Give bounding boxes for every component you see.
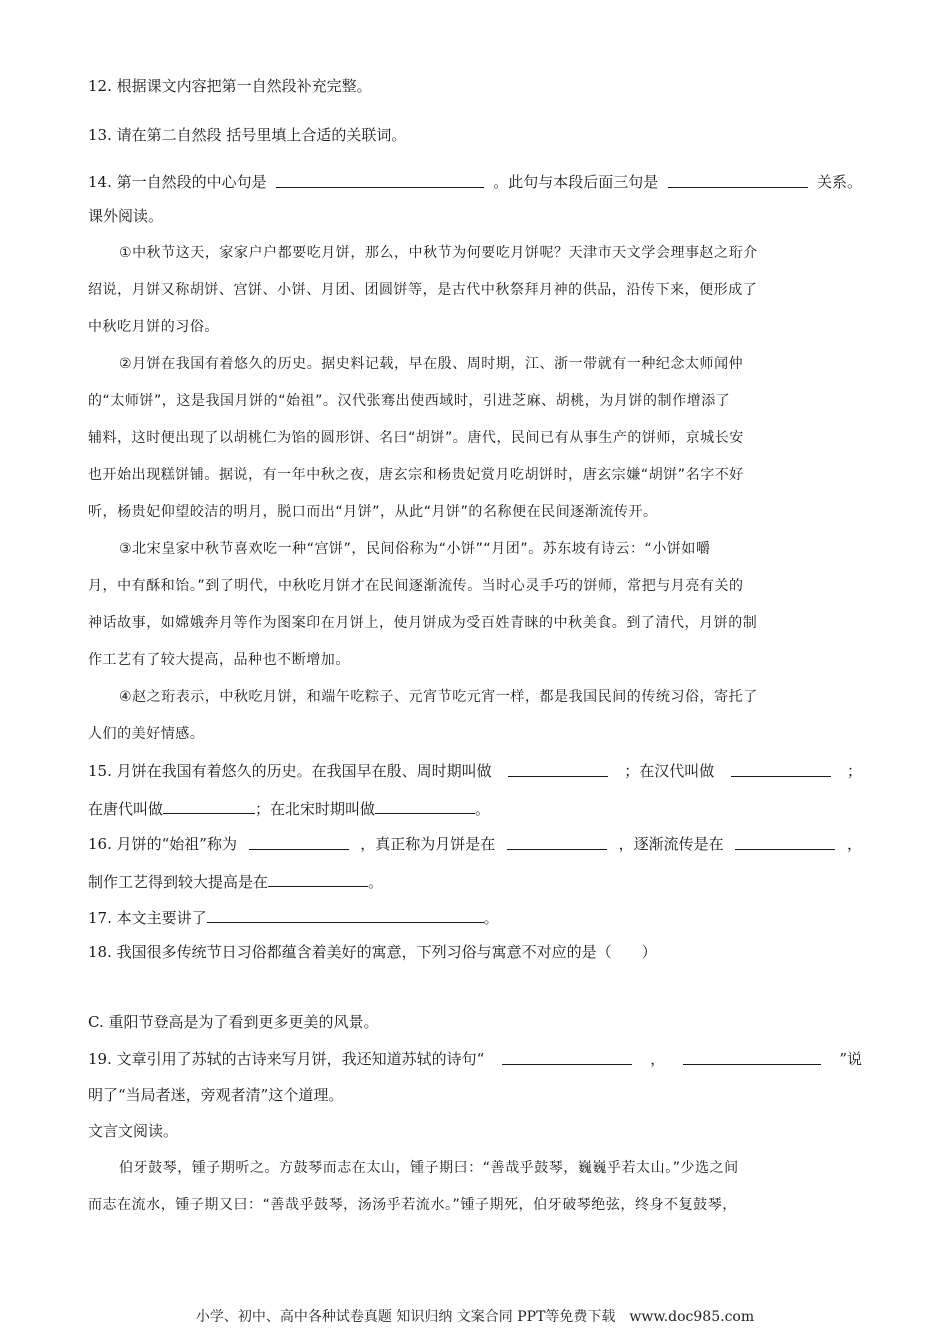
q17-text: 。 [483,909,499,927]
passage-p4-line: ④赵之珩表示，中秋吃月饼，和端午吃粽子、元宵节吃元宵一样，都是我国民间的传统习俗，寄托了 [119,689,758,705]
passage-p2-line: ②月饼在我国有着悠久的历史。据史料记载，早在殷、周时期，江、浙一带就有一种纪念太师闻仲 [119,356,744,372]
q14-suffix: 关系。 [816,173,862,191]
answer-blank[interactable] [731,761,831,777]
answer-blank[interactable] [668,172,808,188]
q16-text: 制作工艺得到较大提高是在 [88,873,269,891]
q16-text: ， [846,835,862,853]
question-13: 13. 请在第二自然段 括号里填上合适的关联词。 [88,126,407,144]
section-classical: 文言文阅读。 [88,1122,179,1140]
passage-p2-line: 的“太师饼”，这是我国月饼的“始祖”。汉代张骞出使西域时，引进芝麻、胡桃，为月饼的制作增添了 [88,393,731,409]
answer-blank[interactable] [276,172,484,188]
answer-blank[interactable] [507,834,607,850]
q16-text: ，逐渐流传是在 [618,835,724,853]
passage-p3-line: 月，中有酥和饴。”到了明代，中秋吃月饼才在民间逐渐流传。当时心灵手巧的饼师，常把与月亮有关的 [88,578,744,594]
section-outside-reading: 课外阅读。 [88,207,164,225]
classical-line: 而志在流水，锺子期又曰：“善哉乎鼓琴，汤汤乎若流水。”锺子期死，伯牙破琴绝弦，终身不复鼓琴， [88,1197,737,1213]
q15-text: 15. 月饼在我国有着悠久的历史。在我国早在殷、周时期叫做 [88,762,492,780]
question-19 [88,1049,862,1069]
answer-blank[interactable] [207,907,484,923]
passage-p3-line: 作工艺有了较大提高，品种也不断增加。 [88,652,350,668]
passage-p1-line: 中秋吃月饼的习俗。 [88,319,219,335]
q17-text: 17. 本文主要讲了 [88,909,207,927]
passage-p4-line: 人们的美好情感。 [88,726,205,742]
question-15-line2 [88,798,862,819]
question-15 [88,761,862,781]
q15-text: ；在北宋时期叫做 [255,800,376,818]
q15-text: ；在汉代叫做 [624,762,715,780]
passage-p3-line: 神话故事，如嫦娥奔月等作为图案印在月饼上，使月饼成为受百姓青睐的中秋美食。到了清代，月饼的制 [88,615,758,631]
passage-p3-line: ③北宋皇家中秋节喜欢吃一种“宫饼”，民间俗称为“小饼”“月团”。苏东坡有诗云：“小饼如嚼 [119,541,711,557]
question-17 [88,907,862,928]
answer-blank[interactable] [249,834,349,850]
answer-blank[interactable] [163,798,255,814]
answer-blank[interactable] [683,1049,821,1065]
q15-text: 。 [475,800,491,818]
question-19-line2: 明了“当局者迷，旁观者清”这个道理。 [88,1086,344,1104]
question-16 [88,834,862,854]
q15-text: ； [846,762,862,780]
q15-text: 在唐代叫做 [88,800,164,818]
q16-text: 。 [368,873,384,891]
question-16-line2 [88,871,862,892]
answer-blank[interactable] [508,761,608,777]
question-14 [88,172,862,192]
answer-blank[interactable] [375,798,475,814]
footer-url[interactable]: www.doc985.com [629,1309,755,1325]
passage-p1-line: 绍说，月饼又称胡饼、宫饼、小饼、月团、团圆饼等，是古代中秋祭拜月神的供品，沿传下来，便形成了 [88,282,758,298]
answer-blank[interactable] [735,834,835,850]
q16-text: 16. 月饼的“始祖”称为 [88,835,237,853]
question-18-stem: 18. 我国很多传统节日习俗都蕴含着美好的寓意，下列习俗与寓意不对应的是（ ） [88,943,657,961]
q14-prefix: 14. 第一自然段的中心句是 [88,173,267,191]
q19-text: ”说 [839,1050,862,1068]
classical-line: 伯牙鼓琴，锺子期听之。方鼓琴而志在太山，锺子期曰：“善哉乎鼓琴，巍巍乎若太山。”少选之间 [119,1160,739,1176]
option-c[interactable]: C. 重阳节登高是为了看到更多更美的风景。 [88,1013,379,1031]
answer-blank[interactable] [502,1049,632,1065]
question-12: 12. 根据课文内容把第一自然段补充完整。 [88,77,372,95]
footer-text: 小学、初中、高中各种试卷真题 知识归纳 文案合同 PPT等免费下载 [195,1309,616,1325]
passage-p2-line: 也开始出现糕饼铺。据说，有一年中秋之夜，唐玄宗和杨贵妃赏月吃胡饼时，唐玄宗嫌“胡饼”名字不好 [88,467,744,483]
q14-middle: 。此句与本段后面三句是 [493,173,659,191]
q16-text: ，真正称为月饼是在 [360,835,496,853]
passage-p2-line: 听，杨贵妃仰望皎洁的明月，脱口而出“月饼”，从此“月饼”的名称便在民间逐渐流传开。 [88,504,658,520]
q19-text: ， [650,1050,666,1068]
page-footer [0,1306,950,1326]
passage-p1-line: ①中秋节这天，家家户户都要吃月饼，那么，中秋节为何要吃月饼呢？天津市天文学会理事赵之珩介 [119,245,758,261]
q19-text: 19. 文章引用了苏轼的古诗来写月饼，我还知道苏轼的诗句“ [88,1050,485,1068]
passage-p2-line: 辅料，这时便出现了以胡桃仁为馅的圆形饼、名曰“胡饼”。唐代，民间已有从事生产的饼师，京城长安 [88,430,744,446]
answer-blank[interactable] [268,871,368,887]
